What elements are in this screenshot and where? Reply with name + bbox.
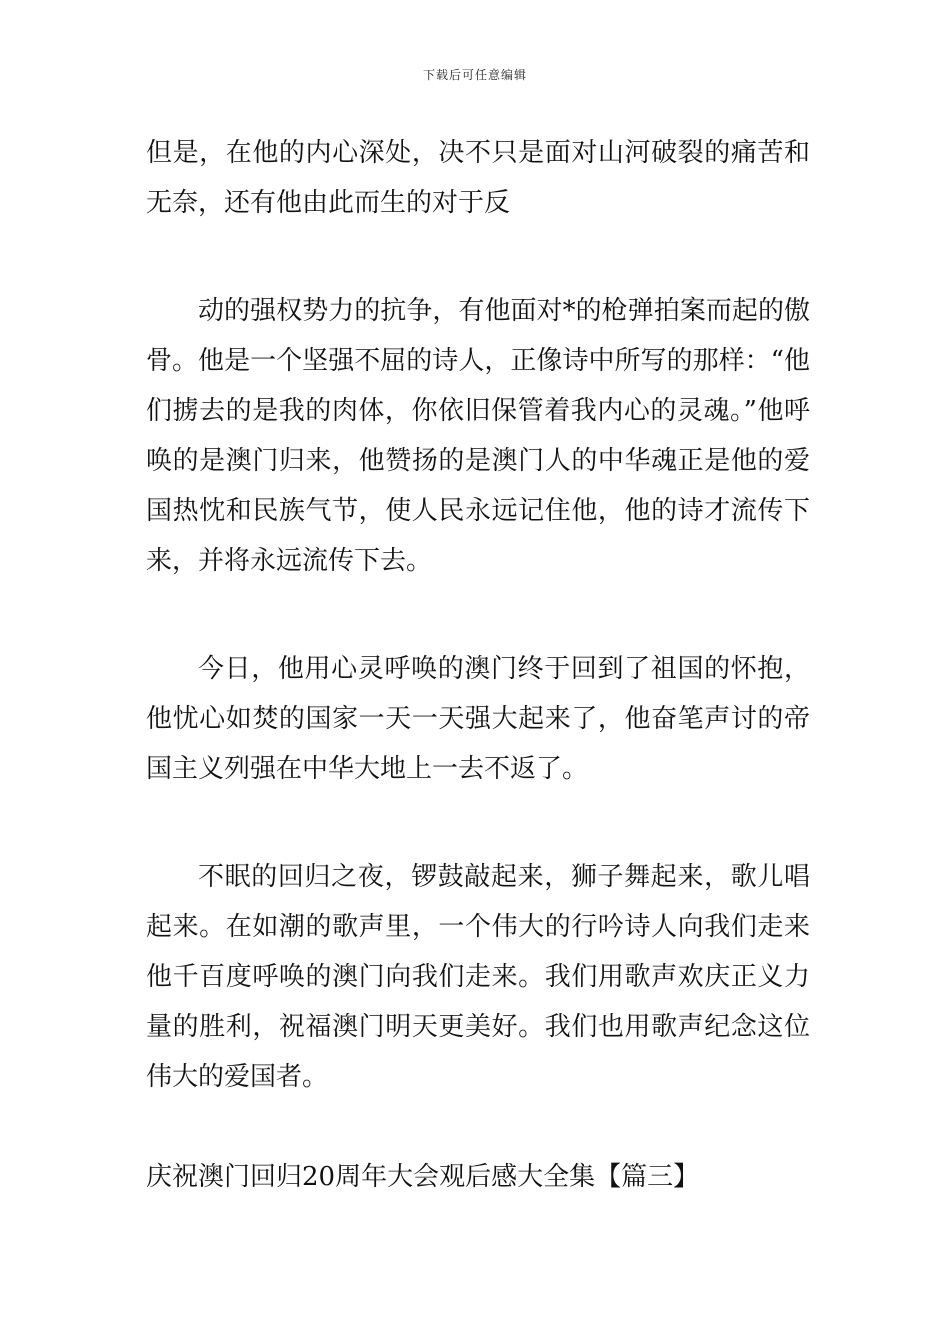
paragraph-4: 不眠的回归之夜，锣鼓敲起来，狮子舞起来，歌儿唱起来。在如潮的歌声里，一个伟大的行吟诗人向我们走来他千百度呼唤的澳门向我们走来。我们用歌声欢庆正义力量的胜利，祝福澳门明天更美好。我们也用歌声纪念这位伟大的爱国者。 — [146, 862, 810, 1092]
paragraph-2: 动的强权势力的抗争，有他面对*的枪弹拍案而起的傲骨。他是一个坚强不屈的诗人，正像诗中所写的那样：“他们掳去的是我的肉体，你依旧保管着我内心的灵魂。”他呼唤的是澳门归来，他赞扬的是澳门人的中华魂正是他的爱国热忱和民族气节，使人民永远记住他，他的诗才流传下来，并将永远流传下去。 — [146, 296, 810, 576]
paragraph-1: 但是，在他的内心深处，决不只是面对山河破裂的痛苦和无奈，还有他由此而生的对于反 — [146, 138, 810, 218]
section-title: 庆祝澳门回归20周年大会观后感大全集【篇三】 — [146, 1162, 700, 1192]
paragraph-gap — [146, 228, 810, 286]
paragraph-gap — [146, 1102, 810, 1152]
paragraph-gap — [146, 586, 810, 644]
paragraph-gap — [146, 794, 810, 852]
paragraph-3: 今日，他用心灵呼唤的澳门终于回到了祖国的怀抱，他忧心如焚的国家一天一天强大起来了，他奋笔声讨的帝国主义列强在中华大地上一去不返了。 — [146, 654, 810, 784]
page-header-note: 下载后可任意编辑 — [422, 68, 527, 82]
document-body — [146, 128, 810, 1202]
